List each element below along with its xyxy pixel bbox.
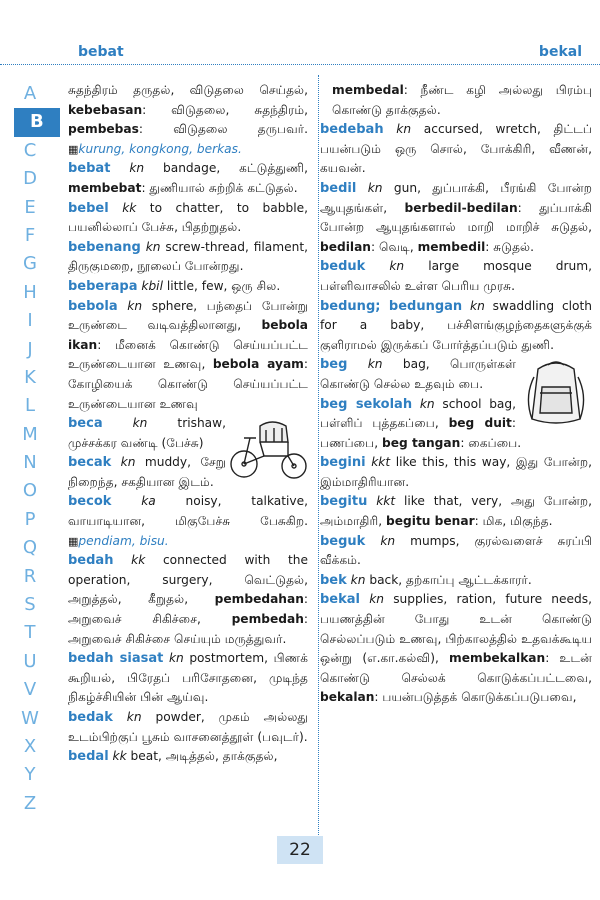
entry-beg-sekolah: beg sekolah kn school bag, பள்ளிப் புத்தகப்பை, beg duit: பணப்பை, beg tangan: கைப்பை. [320,396,522,450]
entry-becak: becak kn muddy, சேறு நிறைந்த, சகதியான இடம். [68,455,226,489]
right-column [320,81,592,708]
alphabet-letter-q[interactable]: Q [22,537,38,559]
entry-bedal-continued: membedal: நீண்ட கழி அல்லது பிரம்பு கொண்டு தாக்குதல். [332,83,592,117]
alphabet-letter-l[interactable]: L [24,395,36,417]
entry-bebel: bebel kk to chatter, to babble, பயனில்லாப் பேச்சு, பிதற்றுதல். [68,200,308,235]
alphabet-letter-r[interactable]: R [23,565,37,587]
trishaw-illustration [230,416,308,480]
entry-bedebah: bedebah kn accursed, wretch, திட்டப் பயன்படும் ஒரு சொல், போக்கிரி, வீணன், கயவன். [320,122,592,176]
alphabet-letter-y[interactable]: Y [24,764,36,786]
alphabet-letter-o[interactable]: O [22,480,38,502]
page-number: 22 [277,836,323,864]
alphabet-letter-f[interactable]: F [24,224,36,246]
alphabet-letter-d[interactable]: D [23,168,37,190]
guide-word-left: bebat [78,44,124,60]
entry-bedung: bedung; bedungan kn swaddling cloth for a baby, பச்சிளங்குழந்தைகளுக்குக் குளிராமல் இருக்கப் போர்த்தப்படும் துணி. [320,298,592,352]
entry-bedah: bedah kk connected with the operation, surgery, வெட்டுதல், அறுத்தல், கீறுதல், pembedahan: அறுவைச் சிகிச்சை, pembedah: அறுவைச் சிகிச்சை செய்யும் மருத்துவர். [68,553,308,646]
alphabet-letter-z[interactable]: Z [23,792,37,814]
antonym-icon: ▦ [68,534,79,548]
alphabet-letter-c[interactable]: C [23,139,37,161]
header-divider [0,64,600,65]
alphabet-letter-n[interactable]: N [23,452,37,474]
entry-becok: becok ka noisy, talkative, வாயாடியான, மிகுபேச்சு பேசுகிற. ▦pendiam, bisu. [68,494,309,548]
alphabet-letter-h[interactable]: H [23,281,37,303]
entry-beduk: beduk kn large mosque drum, பள்ளிவாசலில் உள்ள பெரிய முரசு. [320,259,592,293]
entry-begini: begini kkt like this, this way, இது போன்ற, இம்மாதிரியான. [320,455,593,489]
entry-bekal: bekal kn supplies, ration, future needs, பயணத்தின் போது உடன் கொண்டு செல்லப்படும் உணவு, பிற்காலத்தில் உதவக்கூடிய ஒன்று (எ.கா.கல்வி), membekalkan: உடன் கொண்டு செல்லக் கொடுக்கப்பட்டவை, bekalan: பயன்படுத்தக் கொடுக்கப்படுபவை, [320,592,592,705]
entry-bebas-continued: சுதந்திரம் தருதல், விடுதலை செய்தல், kebebasan: விடுதலை, சுதந்திரம், pembebas: விடுதலை தருபவர். ▦kurung, kongkong, berkas. [68,83,308,156]
alphabet-letter-p[interactable]: P [24,508,36,530]
entry-bedah-siasat: bedah siasat kn postmortem, பிணக் கூறியல், பிரேதப் பரிசோதனை, முடிந்த நிகழ்ச்சியின் பின் ஆய்வு. [68,651,308,705]
entry-beca: beca kn trishaw, முச்சக்கர வண்டி (பேச்சு) [68,416,226,450]
column-divider [318,75,319,835]
antonym-icon: ▦ [68,142,79,156]
alphabet-letter-s[interactable]: S [24,594,36,616]
entry-beg: beg kn bag, பொருள்கள் கொண்டு செல்ல உதவும் பை. [320,357,516,391]
entry-bedal: bedal kk beat, அடித்தல், தாக்குதல், [68,749,278,765]
alphabet-letter-i[interactable]: I [27,310,33,332]
entry-bebenang: bebenang kn screw-thread, filament, திருகுமறை, நூலைப் போன்றது. [68,239,309,274]
entry-beberapa: beberapa kbil little, few, ஒரு சில. [68,278,281,294]
alphabet-letter-x[interactable]: X [23,735,37,757]
entry-beguk: beguk kn mumps, குரல்வளைச் சுரப்பி வீக்கம். [320,533,592,568]
school-bag-illustration [520,357,592,427]
alphabet-letter-t[interactable]: T [24,622,36,644]
entry-bebola: bebola kn sphere, பந்தைப் போன்று உருண்டை வடிவத்திலானது, bebola ikan: மீனைக் கொண்டு செய்யப்பட்ட உருண்டையான உணவு, bebola ayam: கோழியைக் கொண்டு செய்யப்பட்ட உருண்டையான உணவு [68,298,309,411]
entry-begitu: begitu kkt like that, very, அது போன்ற, அம்மாதிரி, begitu benar: மிக, மிகுந்த. [320,494,593,529]
entry-bebat: bebat kn bandage, கட்டுத்துணி, membebat: துணியால் சுற்றிக் கட்டுதல். [68,161,309,195]
guide-word-right: bekal [538,44,582,60]
alphabet-letter-j[interactable]: J [27,338,33,360]
alphabet-letter-m[interactable]: M [22,423,38,445]
entry-bedil: bedil kn gun, துப்பாக்கி, பீரங்கி போன்ற ஆயுதங்கள், berbedil-bedilan: துப்பாக்கி போன்ற ஆயுதங்களால் மாறி மாறிச் சுடுதல், bedilan: வெடி, membedil: சுடுதல். [320,180,592,254]
alphabet-letter-g[interactable]: G [23,253,37,275]
entry-bek: bek kn back, தற்காப்பு ஆட்டக்காரர். [320,572,532,588]
alphabet-letter-w[interactable]: W [21,707,39,729]
alphabet-letter-v[interactable]: V [23,679,37,701]
alphabet-index [0,80,60,818]
alphabet-letter-a[interactable]: A [23,83,37,104]
entry-bedak: bedak kn powder, முகம் அல்லது உடம்பிற்குப் பூசும் வாசனைத்தூள் (பவுடர்). [68,710,309,744]
page-header [0,0,600,64]
alphabet-letter-k[interactable]: K [24,366,36,388]
left-column [68,81,308,767]
alphabet-letter-u[interactable]: U [23,650,37,672]
alphabet-letter-b[interactable]: B [14,108,60,136]
alphabet-letter-e[interactable]: E [24,196,36,218]
